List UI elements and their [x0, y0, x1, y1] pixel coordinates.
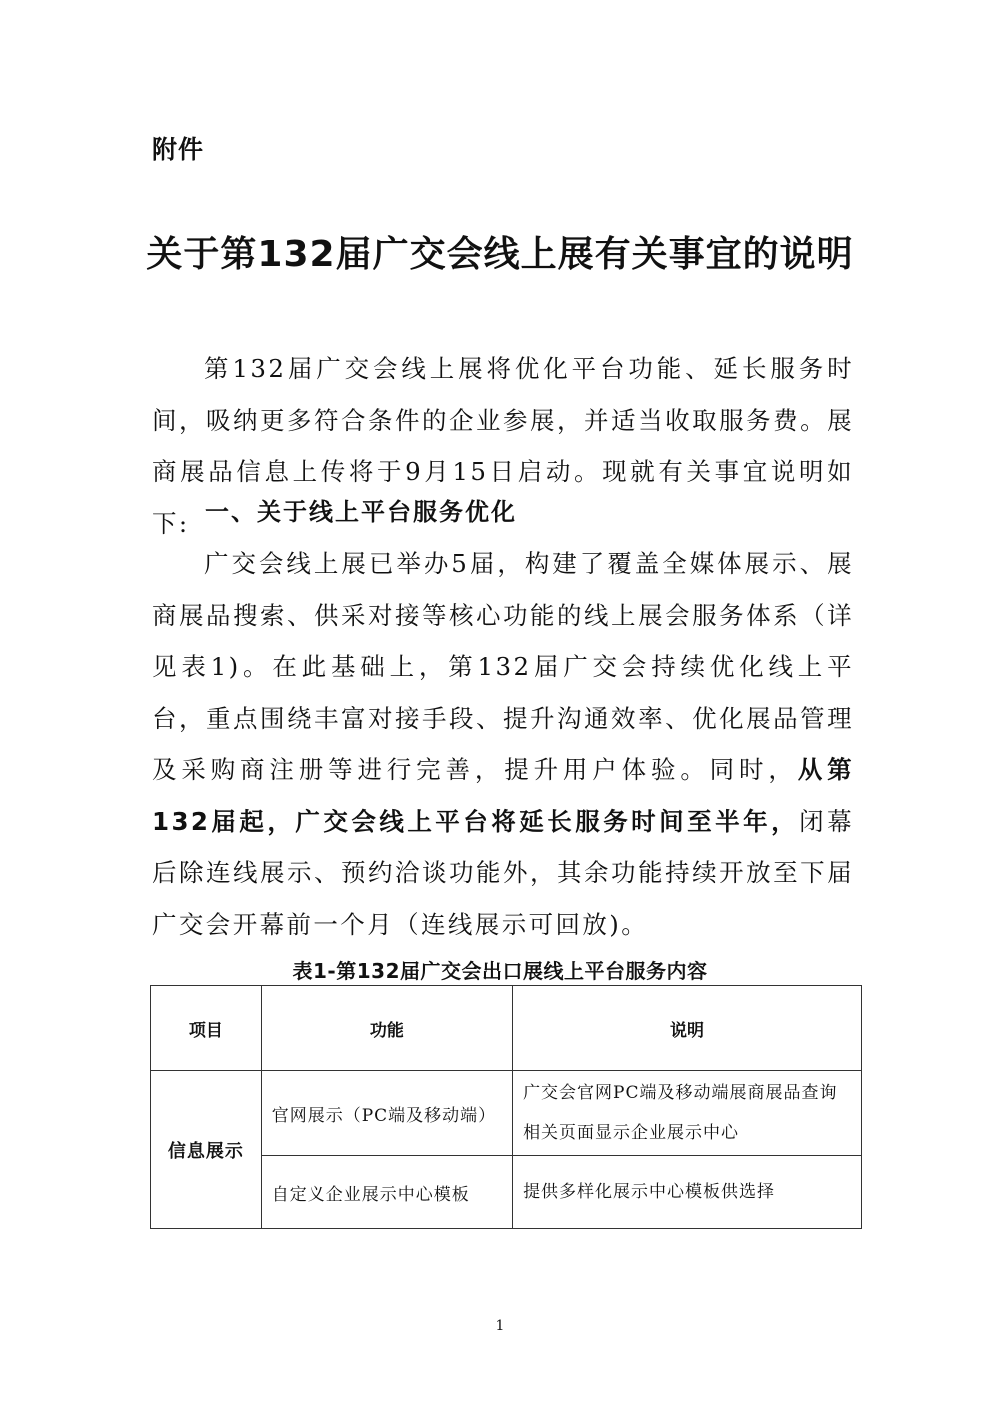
table-cell-description: 提供多样化展示中心模板供选择	[513, 1156, 862, 1229]
page-number: 1	[495, 1318, 505, 1334]
service-table	[150, 985, 862, 1229]
intro-paragraph: 第132届广交会线上展将优化平台功能、延长服务时间，吸纳更多符合条件的企业参展，并适当收取服务费。展商展品信息上传将于9月15日启动。现就有关事宜说明如下:	[152, 354, 854, 538]
table-cell-function: 自定义企业展示中心模板	[261, 1156, 512, 1229]
platform-paragraph-text-2: 闭幕后除连线展示、预约洽谈功能外，其余功能持续开放至下届广交会开幕前一个月（连线展示可回放)。	[152, 806, 854, 939]
header-description: 说明	[513, 986, 862, 1071]
header-function: 功能	[261, 986, 512, 1071]
platform-paragraph-bold-text: 从第132届起，广交会线上平台将延长服务时间至半年，	[152, 755, 854, 836]
table-cell-item: 信息展示	[151, 1071, 262, 1229]
platform-paragraph	[152, 538, 854, 950]
table-cell-description: 广交会官网PC端及移动端展商展品查询相关页面显示企业展示中心	[513, 1071, 862, 1156]
table-row	[151, 1071, 862, 1156]
section-heading-platform-optimization: 一、关于线上平台服务优化	[205, 498, 517, 526]
table-caption: 表1-第132届广交会出口展线上平台服务内容	[292, 959, 708, 983]
attachment-label: 附件	[152, 135, 205, 164]
table-header-row	[151, 986, 862, 1071]
table-cell-function: 官网展示（PC端及移动端）	[261, 1071, 512, 1156]
document-title: 关于第132届广交会线上展有关事宜的说明	[146, 234, 854, 275]
platform-paragraph-text-1: 广交会线上展已举办5届，构建了覆盖全媒体展示、展商展品搜索、供采对接等核心功能的线上展会服务体系（详见表1)。在此基础上，第132届广交会持续优化线上平台，重点围绕丰富对接手段、提升沟通效率、优化展品管理及采购商注册等进行完善，提升用户体验。同时，	[152, 549, 854, 784]
header-item: 项目	[151, 986, 262, 1071]
